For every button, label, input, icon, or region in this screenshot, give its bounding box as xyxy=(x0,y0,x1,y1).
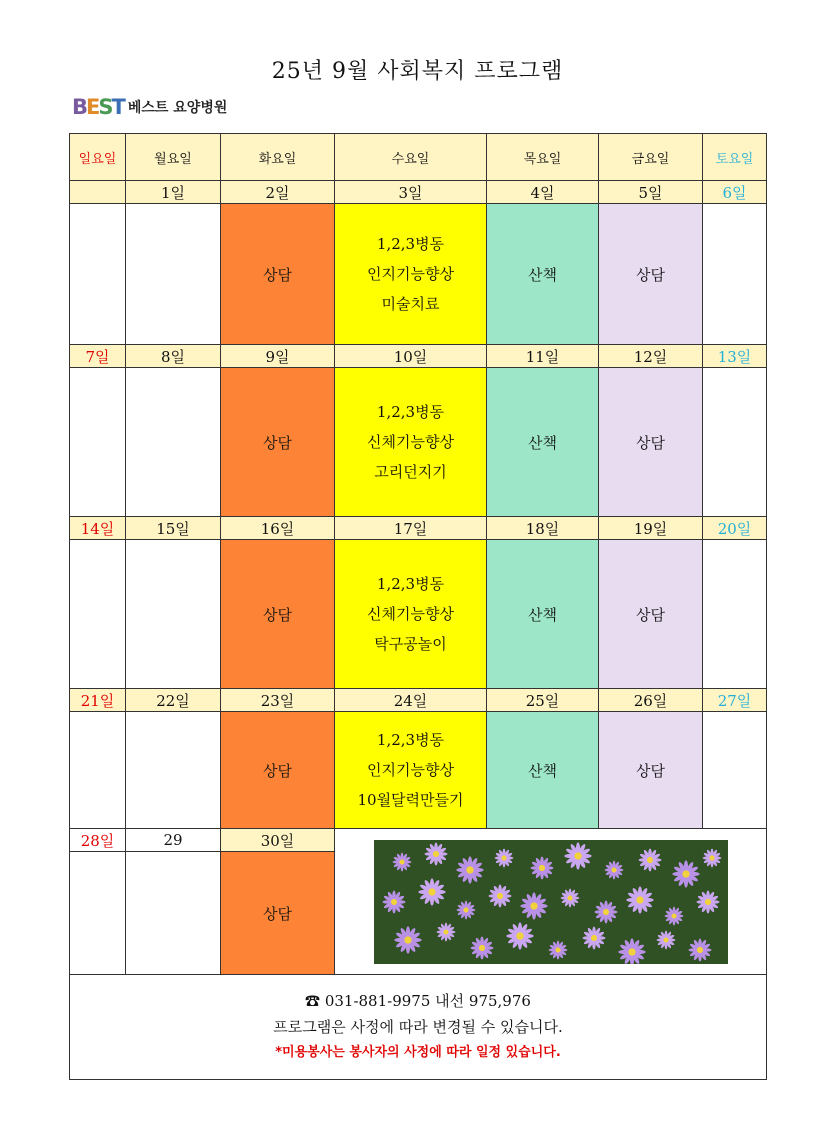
counseling-cell: 상담 xyxy=(221,852,335,975)
activity-row xyxy=(70,540,767,689)
phone-info: ☎ 031-881-9975 내선 975,976 xyxy=(305,992,531,1010)
walk-cell: 산책 xyxy=(487,712,599,829)
weekday-monday: 월요일 xyxy=(126,134,221,181)
date-cell: 7일 xyxy=(70,345,126,368)
empty-cell xyxy=(70,368,126,517)
date-cell: 12일 xyxy=(599,345,703,368)
best-logo-mark: B E S T xyxy=(72,95,124,119)
walk-cell: 산책 xyxy=(487,540,599,689)
date-cell: 15일 xyxy=(126,517,221,540)
date-row xyxy=(70,829,767,852)
date-cell: 19일 xyxy=(599,517,703,540)
date-cell: 21일 xyxy=(70,689,126,712)
counseling-cell: 상담 xyxy=(599,368,703,517)
date-cell: 10일 xyxy=(335,345,487,368)
footer xyxy=(70,975,767,1080)
empty-cell xyxy=(126,852,221,975)
date-cell: 30일 xyxy=(221,829,335,852)
counseling-cell: 상담 xyxy=(221,204,335,345)
empty-cell xyxy=(70,540,126,689)
hospital-name: 베스트 요양병원 xyxy=(127,100,228,116)
weekday-sunday: 일요일 xyxy=(70,134,126,181)
date-cell: 22일 xyxy=(126,689,221,712)
date-cell: 24일 xyxy=(335,689,487,712)
empty-cell xyxy=(126,712,221,829)
date-cell: 16일 xyxy=(221,517,335,540)
counseling-cell: 상담 xyxy=(599,204,703,345)
hospital-logo xyxy=(72,94,227,120)
wednesday-program-cell: 1,2,3병동 인지기능향상 미술치료 xyxy=(335,204,487,345)
activity-row xyxy=(70,712,767,829)
walk-cell: 산책 xyxy=(487,368,599,517)
empty-cell xyxy=(126,368,221,517)
date-cell: 11일 xyxy=(487,345,599,368)
wednesday-program-cell: 1,2,3병동 신체기능향상 탁구공놀이 xyxy=(335,540,487,689)
date-cell xyxy=(70,181,126,204)
wednesday-program-cell: 1,2,3병동 신체기능향상 고리던지기 xyxy=(335,368,487,517)
empty-cell xyxy=(70,712,126,829)
empty-cell xyxy=(70,852,126,975)
date-cell: 5일 xyxy=(599,181,703,204)
date-cell: 8일 xyxy=(126,345,221,368)
counseling-cell: 상담 xyxy=(599,712,703,829)
date-cell: 3일 xyxy=(335,181,487,204)
date-row xyxy=(70,689,767,712)
change-notice: 프로그램은 사정에 따라 변경될 수 있습니다. xyxy=(273,1018,563,1036)
date-row xyxy=(70,517,767,540)
date-cell: 20일 xyxy=(703,517,767,540)
weekday-friday: 금요일 xyxy=(599,134,703,181)
weekday-header xyxy=(70,134,767,181)
weekday-tuesday: 화요일 xyxy=(221,134,335,181)
date-cell: 26일 xyxy=(599,689,703,712)
page-title: 25년 9월 사회복지 프로그램 xyxy=(271,59,564,84)
empty-cell xyxy=(126,204,221,345)
date-cell: 1일 xyxy=(126,181,221,204)
date-cell: 17일 xyxy=(335,517,487,540)
empty-cell xyxy=(703,712,767,829)
counseling-cell: 상담 xyxy=(221,712,335,829)
flower-photo xyxy=(374,840,728,964)
footer-row xyxy=(70,975,767,1080)
weekday-wednesday: 수요일 xyxy=(335,134,487,181)
counseling-cell: 상담 xyxy=(221,368,335,517)
activity-row xyxy=(70,368,767,517)
date-cell: 13일 xyxy=(703,345,767,368)
date-cell: 23일 xyxy=(221,689,335,712)
walk-cell: 산책 xyxy=(487,204,599,345)
date-cell: 29 xyxy=(126,829,221,852)
date-cell: 6일 xyxy=(703,181,767,204)
wednesday-program-cell: 1,2,3병동 인지기능향상 10월달력만들기 xyxy=(335,712,487,829)
date-cell: 14일 xyxy=(70,517,126,540)
volunteer-note: *미용봉사는 봉사자의 사정에 따라 일정 있습니다. xyxy=(275,1045,561,1060)
weekday-saturday: 토요일 xyxy=(703,134,767,181)
date-row xyxy=(70,181,767,204)
counseling-cell: 상담 xyxy=(599,540,703,689)
date-cell: 28일 xyxy=(70,829,126,852)
date-cell: 18일 xyxy=(487,517,599,540)
counseling-cell: 상담 xyxy=(221,540,335,689)
empty-cell xyxy=(703,368,767,517)
flower-photo-cell xyxy=(335,829,767,975)
date-cell: 2일 xyxy=(221,181,335,204)
date-cell: 27일 xyxy=(703,689,767,712)
empty-cell xyxy=(703,204,767,345)
date-cell: 25일 xyxy=(487,689,599,712)
date-cell: 9일 xyxy=(221,345,335,368)
activity-row xyxy=(70,204,767,345)
empty-cell xyxy=(126,540,221,689)
empty-cell xyxy=(703,540,767,689)
weekday-thursday: 목요일 xyxy=(487,134,599,181)
empty-cell xyxy=(70,204,126,345)
program-calendar xyxy=(69,133,767,1080)
date-cell: 4일 xyxy=(487,181,599,204)
date-row xyxy=(70,345,767,368)
